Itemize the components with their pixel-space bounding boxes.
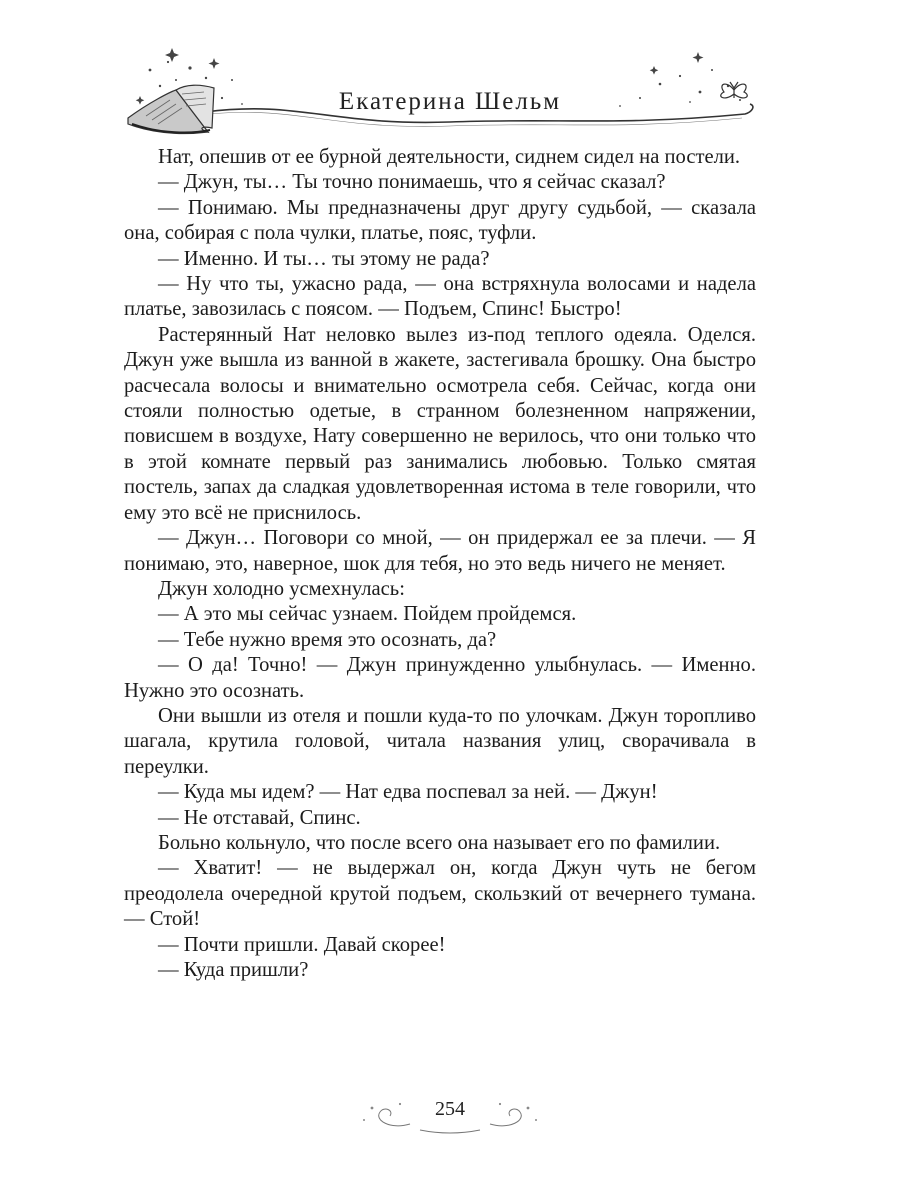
paragraph: — Ну что ты, ужасно рада, — она встряхнула волосами и надела платье, завозилась с поясом. — Подъем, Спинс! Быстро! (124, 273, 756, 321)
open-book-ornament-icon (128, 85, 214, 133)
paragraph: — Куда мы идем? — Нат едва поспевал за ней. — Джун! (158, 781, 658, 804)
butterfly-ornament-icon (721, 82, 748, 98)
paragraph: Больно кольнуло, что после всего она называет его по фамилии. (158, 831, 721, 854)
page-number: 254 (435, 1098, 465, 1120)
paragraph: Они вышли из отеля и пошли куда-то по улочкам. Джун торопливо шагала, крутила головой, читала названия улиц, сворачивала в переулки. (124, 704, 756, 778)
paragraph: — Почти пришли. Давай скорее! (158, 933, 446, 956)
paragraph: — Хватит! — не выдержал он, когда Джун чуть не бегом преодолела очередной крутой подъем, скользкий от вечернего тумана. — Стой! (124, 857, 756, 931)
paragraph: — Не отставай, Спинс. (158, 806, 361, 829)
running-header (0, 40, 900, 140)
paragraph: — А это мы сейчас узнаем. Пойдем пройдемся. (158, 603, 577, 626)
paragraph: — Джун… Поговори со мной, — он придержал ее за плечи. — Я понимаю, это, наверное, шок для тебя, но это ведь ничего не меняет. (124, 527, 756, 575)
page-footer (350, 1090, 550, 1140)
paragraph: — Понимаю. Мы предназначены друг другу судьбой, — сказала она, собирая с пола чулки, платье, пояс, туфли. (124, 196, 756, 245)
body-text (124, 145, 756, 983)
sparkles-right (619, 52, 741, 107)
running-header-author: Екатерина Шельм (338, 88, 562, 115)
paragraph: — О да! Точно! — Джун принужденно улыбнулась. — Именно. Нужно это осознать. (124, 654, 756, 702)
paragraph: — Именно. И ты… ты этому не рада? (158, 247, 490, 270)
paragraph: — Куда пришли? (158, 959, 309, 981)
paragraph: — Тебе нужно время это осознать, да? (158, 628, 497, 651)
paragraph: Нат, опешив от ее бурной деятельности, сиднем сидел на постели. (158, 146, 741, 168)
paragraph: Джун холодно усмехнулась: (158, 577, 405, 600)
paragraph: Растерянный Нат неловко вылез из-под теплого одеяла. Оделся. Джун уже вышла из ванной в жакете, застегивала брошку. Она быстро расчесала волосы и внимательно осмотрела себя. Сейчас, когда они стояли полностью одетые, в странном болезненном напряжении, повисшем в воздухе, Нату совершенно не верилось, что они только что в этой комнате первый раз занимались любовью. Только смятая постель, запах да сладкая удовлетворенная истома в теле говорили, что ему это всё не приснилось. (124, 323, 756, 524)
paragraph: — Джун, ты… Ты точно понимаешь, что я сейчас сказал? (158, 171, 666, 194)
